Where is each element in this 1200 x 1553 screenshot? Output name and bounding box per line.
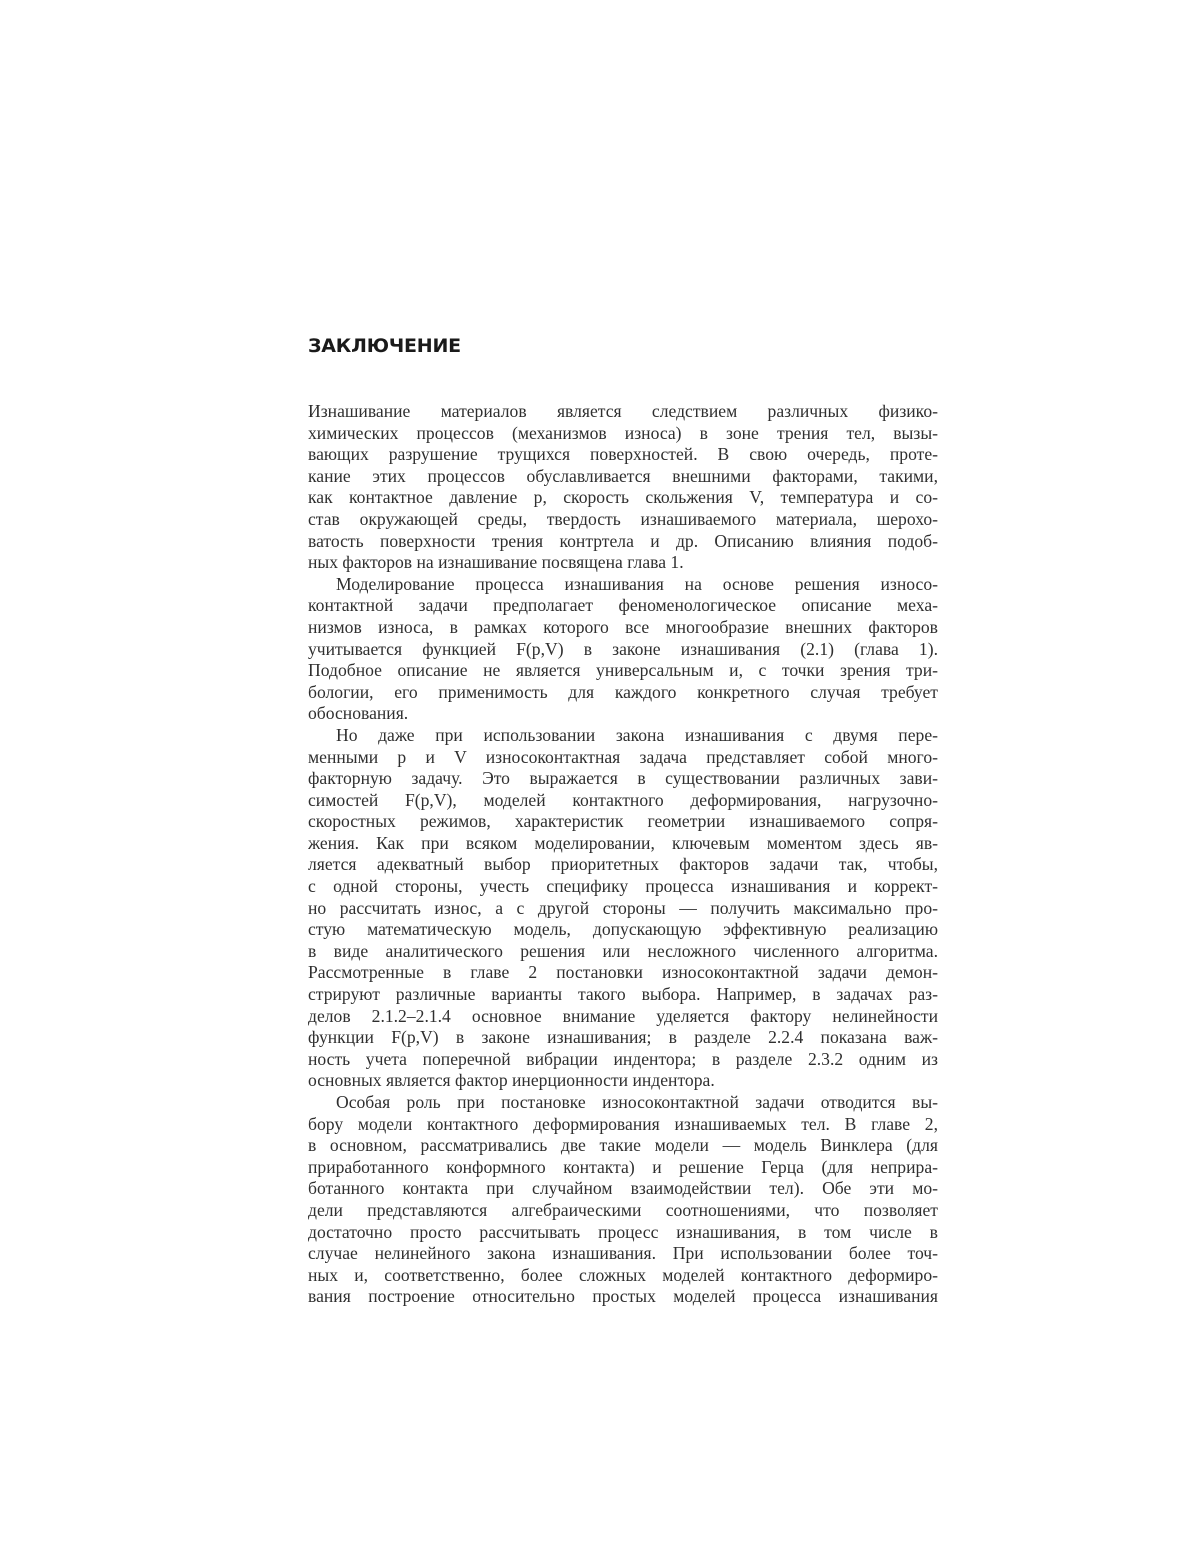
paragraph — [308, 574, 938, 725]
text-line: с одной стороны, учесть специфику процесса изнашивания и коррект- — [308, 876, 938, 897]
text-line: дели представляются алгебраическими соотношениями, что позволяет — [308, 1199, 938, 1220]
text-line: Моделирование процесса изнашивания на основе решения износо- — [336, 573, 938, 594]
text-line: стую математическую модель, допускающую эффективную реализацию — [308, 919, 938, 940]
text-line: кание этих процессов обуславливается внешними факторами, такими, — [308, 465, 938, 486]
text-line: вающих разрушение трущихся поверхностей. В свою очередь, проте- — [308, 444, 938, 465]
text-line: как контактное давление p, скорость скольжения V, температура и со- — [308, 487, 938, 508]
text-line: Рассмотренные в главе 2 постановки износоконтактной задачи демон- — [308, 962, 938, 983]
text-line: Изнашивание материалов является следствием различных физико- — [308, 401, 938, 421]
text-line: став окружающей среды, твердость изнашиваемого материала, шерохо- — [308, 508, 938, 529]
text-line: Но даже при использовании закона изнашивания с двумя пере- — [336, 724, 938, 745]
text-line: бору модели контактного деформирования изнашиваемых тел. В главе 2, — [308, 1113, 938, 1134]
text-line: ность учета поперечной вибрации индентора; в разделе 2.3.2 одним из — [308, 1048, 938, 1069]
text-line: учитывается функцией F(p,V) в законе изнашивания (2.1) (глава 1). — [308, 638, 938, 659]
text-line: случае нелинейного закона изнашивания. При использовании более точ- — [308, 1243, 938, 1264]
text-line: ных и, соответственно, более сложных моделей контактного деформиро- — [308, 1264, 938, 1285]
text-line: в виде аналитического решения или несложного численного алгоритма. — [308, 940, 938, 961]
text-line: факторную задачу. Это выражается в существовании различных зави- — [308, 768, 938, 789]
text-line: скоростных режимов, характеристик геометрии изнашиваемого сопря- — [308, 811, 938, 832]
paragraph — [308, 725, 938, 1092]
text-line: химических процессов (механизмов износа) в зоне трения тел, вызы- — [308, 422, 938, 443]
text-line: ляется адекватный выбор приоритетных факторов задачи так, чтобы, — [308, 854, 938, 875]
text-line: стрируют различные варианты такого выбора. Например, в задачах раз- — [308, 984, 938, 1005]
text-line: менными p и V износоконтактная задача представляет собой много- — [308, 746, 938, 767]
text-line: в основном, рассматривались две такие модели — модель Винклера (для — [308, 1135, 938, 1156]
text-line: основных является фактор инерционности индентора. — [308, 1070, 715, 1091]
text-line: симостей F(p,V), моделей контактного деформирования, нагрузочно- — [308, 789, 938, 810]
paragraph — [308, 1092, 938, 1308]
text-line: функции F(p,V) в законе изнашивания; в разделе 2.2.4 показана важ- — [308, 1027, 938, 1048]
text-line: ватость поверхности трения контртела и др. Описанию влияния подоб- — [308, 530, 938, 551]
text-line: контактной задачи предполагает феноменологическое описание меха- — [308, 595, 938, 616]
text-line: бологии, его применимость для каждого конкретного случая требует — [308, 681, 938, 702]
text-line: обоснования. — [308, 703, 409, 724]
text-line: вания построение относительно простых моделей процесса изнашивания — [308, 1286, 938, 1307]
text-line: Подобное описание не является универсальным и, с точки зрения три- — [308, 660, 938, 681]
text-line: ботанного контакта при случайном взаимодействии тел). Обе эти мо- — [308, 1178, 938, 1199]
text-line: низмов износа, в рамках которого все многообразие внешних факторов — [308, 616, 938, 637]
text-line: ных факторов на изнашивание посвящена глава 1. — [308, 552, 684, 573]
paragraph — [308, 401, 938, 574]
text-line: достаточно просто рассчитывать процесс изнашивания, в том числе в — [308, 1221, 938, 1242]
chapter-heading: ЗАКЛЮЧЕНИЕ — [308, 335, 461, 357]
text-line: приработанного конформного контакта) и решение Герца (для неприра- — [308, 1156, 938, 1177]
text-line: Особая роль при постановке износоконтактной задачи отводится вы- — [336, 1092, 938, 1112]
text-line: но рассчитать износ, а с другой стороны — получить максимально про- — [308, 897, 938, 918]
text-line: жения. Как при всяком моделировании, ключевым моментом здесь яв- — [308, 832, 938, 853]
body-text — [308, 401, 938, 1308]
text-line: делов 2.1.2–2.1.4 основное внимание уделяется фактору нелинейности — [308, 1005, 938, 1026]
